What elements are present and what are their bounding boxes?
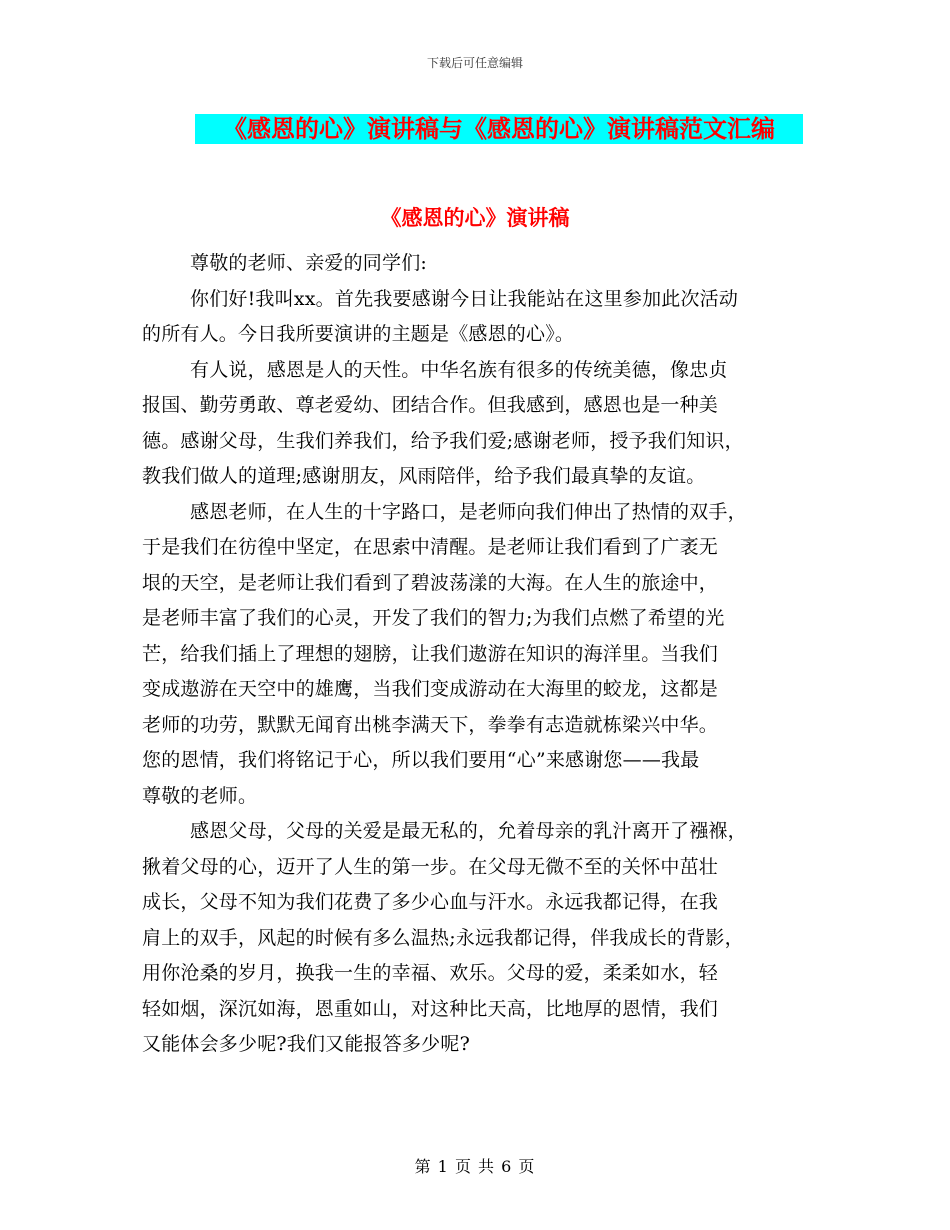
page-header-note: 下载后可任意编辑 <box>426 56 523 70</box>
text-line: 感恩父母，父母的关爱是最无私的，允着母亲的乳汁离开了襁褓， <box>190 820 747 842</box>
text-line: 变成遨游在天空中的雄鹰，当我们变成游动在大海里的蛟龙，这都是 <box>142 678 719 700</box>
text-line: 于是我们在彷徨中坚定，在思索中清醒。是老师让我们看到了广袤无 <box>142 536 719 558</box>
page-number: 第 1 页 共 6 页 <box>414 1157 536 1176</box>
text-line: 垠的天空，是老师让我们看到了碧波荡漾的大海。在人生的旅途中， <box>142 571 719 594</box>
text-line: 您的恩情，我们将铭记于心，所以我们要用“心”来感谢您——我最 <box>142 749 700 771</box>
text-line: 有人说，感恩是人的天性。中华名族有很多的传统美德，像忠贞 <box>190 358 728 381</box>
text-line: 是老师丰富了我们的心灵，开发了我们的智力;为我们点燃了希望的光 <box>142 607 725 629</box>
text-line: 又能体会多少呢?我们又能报答多少呢? <box>142 1033 470 1055</box>
text-line: 肩上的双手，风起的时候有多么温热;永远我都记得，伴我成长的背影， <box>142 926 744 949</box>
text-line: 你们好!我叫xx。首先我要感谢今日让我能站在这里参加此次活动 <box>190 287 739 310</box>
text-line: 教我们做人的道理;感谢朋友，风雨陪伴，给予我们最真挚的友谊。 <box>142 465 706 487</box>
main-title: 《感恩的心》演讲稿与《感恩的心》演讲稿范文汇编 <box>223 115 775 143</box>
text-line: 德。感谢父母，生我们养我们，给予我们爱;感谢老师，授予我们知识， <box>142 429 744 452</box>
text-line: 感恩老师，在人生的十字路口，是老师向我们伸出了热情的双手， <box>190 500 747 523</box>
text-line: 的所有人。今日我所要演讲的主题是《感恩的心》。 <box>142 323 575 345</box>
text-line: 芒，给我们插上了理想的翅膀，让我们遨游在知识的海洋里。当我们 <box>142 642 719 665</box>
main-title-highlight <box>195 114 803 144</box>
text-line: 成长，父母不知为我们花费了多少心血与汗水。永远我都记得，在我 <box>142 891 719 913</box>
text-line: 报国、勤劳勇敢、尊老爱幼、团结合作。但我感到，感恩也是一种美 <box>142 394 719 416</box>
text-line: 尊敬的老师、亲爱的同学们: <box>190 252 428 274</box>
text-line: 用你沧桑的岁月，换我一生的幸福、欢乐。父母的爱，柔柔如水，轻 <box>142 962 719 984</box>
text-line: 轻如烟，深沉如海，恩重如山，对这种比天高，比地厚的恩情，我们 <box>142 997 719 1020</box>
text-line: 尊敬的老师。 <box>142 784 258 807</box>
speech-body <box>142 246 812 1063</box>
text-line: 老师的功劳，默默无闻育出桃李满天下，拳拳有志造就栋梁兴中华。 <box>142 713 719 736</box>
text-line: 揪着父母的心，迈开了人生的第一步。在父母无微不至的关怀中茁壮 <box>142 855 719 878</box>
section-title: 《感恩的心》演讲稿 <box>380 206 570 230</box>
